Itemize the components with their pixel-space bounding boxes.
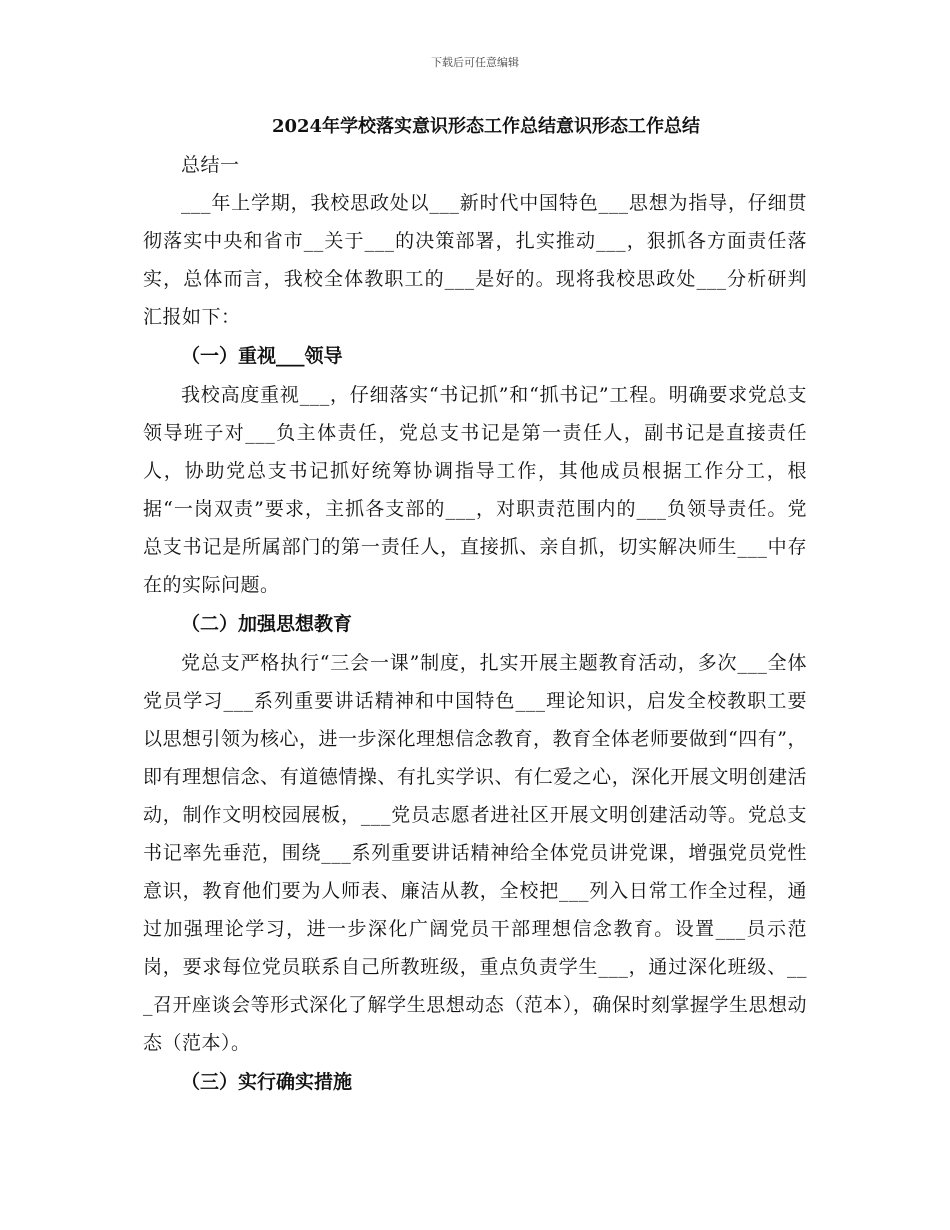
section-heading: （一）重视___领导 xyxy=(181,345,343,367)
document-body xyxy=(143,112,807,1102)
intro-paragraph: ___年上学期，我校思政处以___新时代中国特色___思想为指导，仔细贯彻落实中央和省市__关于___的决策部署，扎实推动___，狠抓各方面责任落实，总体而言，我校全体教职工的___是好的。现将我校思政处___分析研判汇报如下： xyxy=(143,192,807,328)
document-title: 2024年学校落实意识形态工作总结意识形态工作总结 xyxy=(271,116,701,137)
section-heading: （三）实行确实措施 xyxy=(181,1071,353,1093)
section-1 xyxy=(143,336,807,604)
header-note: 下载后可任意编辑 xyxy=(431,56,519,69)
section-3 xyxy=(143,1062,807,1102)
section-paragraph: 党总支严格执行“三会一课”制度，扎实开展主题教育活动，多次___全体党员学习___系列重要讲话精神和中国特色___理论知识，启发全校教职工要以思想引领为核心，进一步深化理想信念教育，教育全体老师要做到“四有”，即有理想信念、有道德情操、有扎实学识、有仁爱之心，深化开展文明创建活动，制作文明校园展板，___党员志愿者进社区开展文明创建活动等。党总支书记率先垂范，围绕___系列重要讲话精神给全体党员讲党课，增强党员党性意识，教育他们要为人师表、廉洁从教，全校把___列入日常工作全过程，通过加强理论学习，进一步深化广阔党员干部理想信念教育。设置___员示范岗，要求每位党员联系自己所教班级，重点负责学生___，通过深化班级、___召开座谈会等形式深化了解学生思想动态（范本），确保时刻掌握学生思想动态（范本）。 xyxy=(143,652,807,1054)
section-heading: （二）加强思想教育 xyxy=(181,613,353,635)
section-2 xyxy=(143,604,807,1062)
summary-label: 总结一 xyxy=(181,154,240,176)
section-paragraph: 我校高度重视___，仔细落实“书记抓”和“抓书记”工程。明确要求党总支领导班子对___负主体责任，党总支书记是第一责任人，副书记是直接责任人，协助党总支书记抓好统筹协调指导工作，其他成员根据工作分工，根据“一岗双责”要求，主抓各支部的___，对职责范围内的___负领导责任。党总支书记是所属部门的第一责任人，直接抓、亲自抓，切实解决师生___中存在的实际问题。 xyxy=(143,384,807,596)
